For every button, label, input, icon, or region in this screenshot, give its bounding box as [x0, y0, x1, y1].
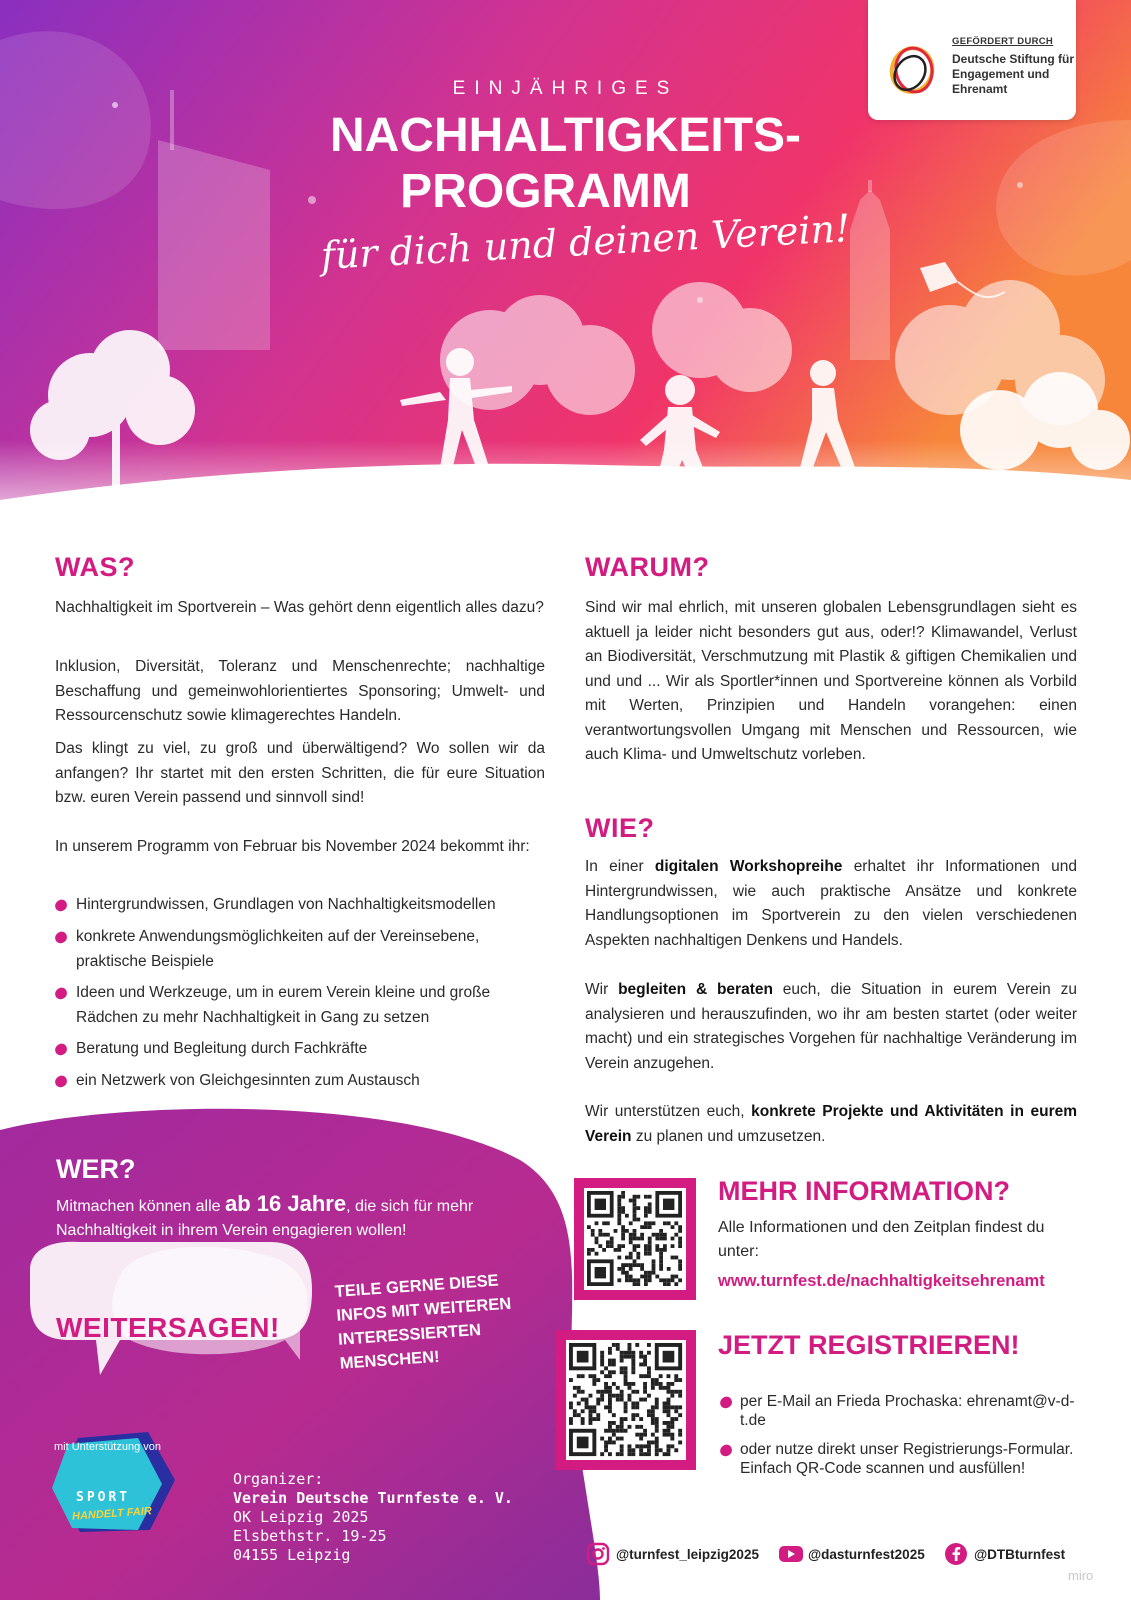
- wie-heading: WIE?: [585, 813, 655, 843]
- hero-title-line2: PROGRAMM: [400, 165, 691, 218]
- was-bullet-4: Beratung und Begleitung durch Fachkräfte: [55, 1037, 545, 1062]
- sponsor-logo-icon: [884, 40, 944, 100]
- youtube-icon: [778, 1542, 802, 1566]
- facebook-icon: [944, 1542, 968, 1566]
- info-qr-code[interactable]: [574, 1178, 696, 1300]
- more-info-text: Alle Informationen und den Zeitplan findest du unter:: [718, 1219, 1045, 1260]
- hero-banner: [0, 0, 1131, 530]
- organizer-line-1: OK Leipzig 2025: [233, 1508, 369, 1526]
- was-heading: WAS?: [55, 552, 135, 582]
- sponsor-name: Deutsche Stiftung für Engagement und Ehrenamt: [952, 52, 1074, 96]
- miro-watermark: miro: [1068, 1568, 1094, 1583]
- more-info-link[interactable]: www.turnfest.de/nachhaltigkeitsehrenamt: [718, 1272, 1045, 1290]
- warum-paragraph: Sind wir mal ehrlich, mit unseren globalen Lebensgrundlagen sieht es aktuell ja leider nicht besonders gut aus, oder!? Klimawandel, Verlust an Biodiversität, Verschmutzung mit Plastik & giftigen Chemikalien und und und ... Wir als Sportler*innen und Sportvereine können als Vorbild mit Werten, Prinzipien und Handeln vorangehen: einen verantwortungsvollen Umgang mit Menschen und Ressourcen, wie auch Klima- und Umweltschutz vorleben.: [585, 599, 1077, 763]
- register-bullet-form: oder nutze direkt unser Registrierungs-Formular. Einfach QR-Code scannen und ausfüllen!: [720, 1440, 1080, 1478]
- organizer-line-3: 04155 Leipzig: [233, 1546, 351, 1564]
- social-instagram[interactable]: [586, 1542, 759, 1566]
- was-bullet-2: konkrete Anwendungsmöglichkeiten auf der Vereinsebene, praktische Beispiele: [55, 925, 545, 974]
- warum-heading: WARUM?: [585, 552, 710, 582]
- youtube-handle: @dasturnfest2025: [808, 1546, 925, 1562]
- was-bullet-1: Hintergrundwissen, Grundlagen von Nachhaltigkeitsmodellen: [55, 893, 545, 918]
- weitersagen-label: WEITERSAGEN!: [56, 1312, 280, 1343]
- instagram-icon: [586, 1542, 610, 1566]
- wer-heading: WER?: [56, 1154, 136, 1184]
- was-bullet-5: ein Netzwerk von Gleichgesinnten zum Austausch: [55, 1069, 545, 1094]
- register-qr-code[interactable]: [556, 1330, 696, 1470]
- organizer-block: [233, 1470, 513, 1565]
- was-paragraph-2: Inklusion, Diversität, Toleranz und Menschenrechte; nachhaltige Beschaffung und gemeinwohlorientiertes Sponsoring; Umwelt- und Ressourcenschutz sowie klimagerechtes Handeln.: [55, 658, 545, 724]
- social-youtube[interactable]: [778, 1542, 925, 1566]
- share-message: TEILE GERNE DIESE INFOS MIT WEITEREN INTERESSIERTEN MENSCHEN!: [334, 1271, 512, 1373]
- more-info-heading: MEHR INFORMATION?: [718, 1176, 1010, 1206]
- wie-paragraph-3: Wir unterstützen euch, konkrete Projekte und Aktivitäten in eurem Verein zu planen und umzusetzen.: [585, 1103, 1077, 1145]
- sponsor-label: GEFÖRDERT DURCH: [952, 36, 1054, 47]
- register-heading: JETZT REGISTRIEREN!: [718, 1330, 1020, 1360]
- was-paragraph-3: Das klingt zu viel, zu groß und überwältigend? Wo sollen wir da anfangen? Ihr startet mit den ersten Schritten, die für eure Situation bzw. euren Verein passend und sinnvoll sind!: [55, 740, 545, 806]
- wer-text: Mitmachen können alle ab 16 Jahre, die sich für mehr Nachhaltigkeit in ihrem Verein engagieren wollen!: [56, 1191, 474, 1239]
- support-logo-text-2: HANDELT FAIR: [71, 1505, 153, 1523]
- instagram-handle: @turnfest_leipzig2025: [616, 1546, 759, 1562]
- hero-subtitle: für dich und deinen Verein!: [319, 206, 852, 278]
- wie-paragraph-2: Wir begleiten & beraten euch, die Situation in eurem Verein zu analysieren und herauszufinden, wo ihr am besten startet (oder weiter macht) und ein strategisches Vorgehen für nachhaltige Veränderung im Verein anzugehen.: [585, 981, 1078, 1072]
- wie-paragraph-1: In einer digitalen Workshopreihe erhaltet ihr Informationen und Hintergrundwissen, wie auch praktische Ansätze und konkrete Handlungsoptionen im Sportverein zu den vielen verschiedenen Aspekten nachhaltigen Denkens und Handels.: [585, 858, 1078, 949]
- organizer-line-2: Elsbethstr. 19-25: [233, 1527, 387, 1545]
- hero-kicker: EINJÄHRIGES: [452, 78, 679, 99]
- sponsor-badge: [868, 0, 1076, 120]
- social-facebook[interactable]: [944, 1542, 1065, 1566]
- was-paragraph-4: In unserem Programm von Februar bis November 2024 bekommt ihr:: [55, 838, 530, 855]
- was-bullet-3: Ideen und Werkzeuge, um in eurem Verein kleine und große Rädchen zu mehr Nachhaltigkeit in Gang zu setzen: [55, 981, 545, 1030]
- facebook-handle: @DTBturnfest: [974, 1546, 1066, 1562]
- organizer-name: Verein Deutsche Turnfeste e. V.: [233, 1489, 513, 1507]
- support-logo-text-1: SPORT: [76, 1490, 131, 1505]
- organizer-label: Organizer:: [233, 1470, 324, 1488]
- support-label: mit Unterstützung von: [54, 1441, 161, 1453]
- register-bullet-email: per E-Mail an Frieda Prochaska: ehrenamt@v-d-t.de: [720, 1392, 1080, 1430]
- hero-title-line1: NACHHALTIGKEITS-: [329, 109, 802, 162]
- was-paragraph-1: Nachhaltigkeit im Sportverein – Was gehört denn eigentlich alles dazu?: [55, 599, 544, 616]
